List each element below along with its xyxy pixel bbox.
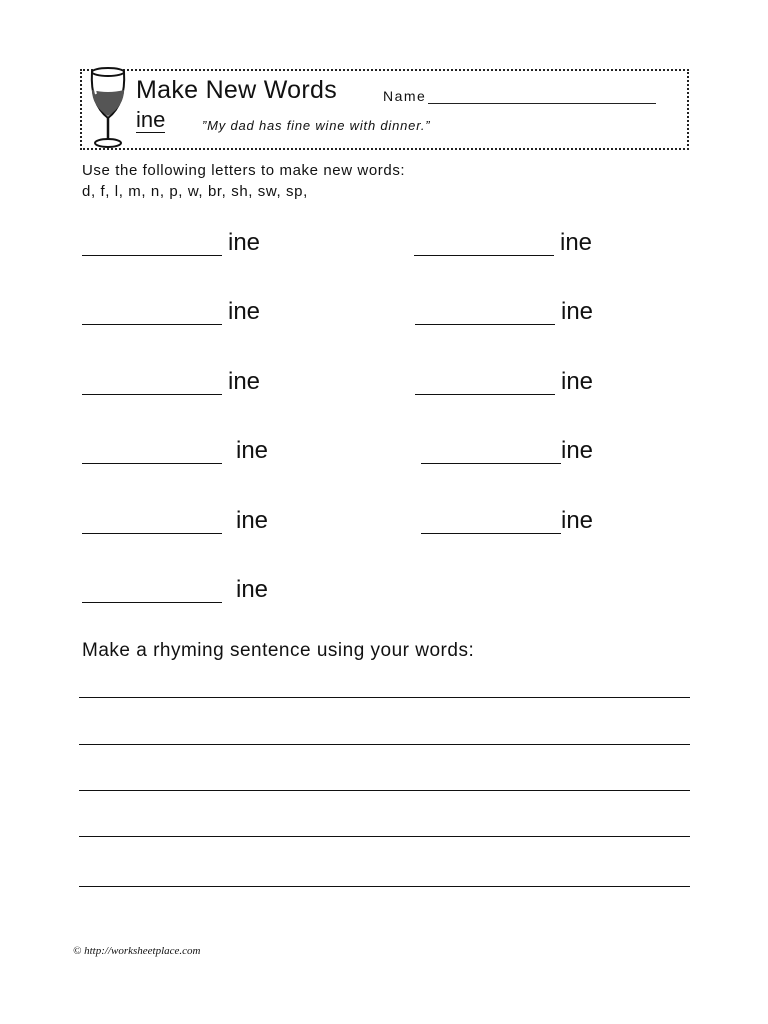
blank-line[interactable] — [421, 511, 561, 534]
blank-line[interactable] — [82, 511, 222, 534]
word-family: ine — [136, 107, 166, 132]
word-suffix: ine — [228, 368, 261, 395]
word-suffix: ine — [236, 507, 269, 534]
word-blank-3[interactable] — [82, 295, 260, 325]
blank-line[interactable] — [421, 441, 561, 464]
word-suffix: ine — [561, 368, 594, 395]
name-field[interactable] — [383, 88, 656, 104]
name-line[interactable] — [428, 89, 656, 104]
wine-glass-icon — [86, 64, 134, 152]
word-suffix: ine — [561, 507, 594, 534]
word-blank-6[interactable] — [415, 365, 593, 395]
word-blank-2[interactable] — [414, 226, 592, 256]
copyright-footer: © http://worksheetplace.com — [73, 945, 201, 957]
blank-line[interactable] — [82, 580, 222, 603]
word-blank-8[interactable] — [421, 434, 593, 464]
word-suffix: ine — [561, 437, 594, 464]
blank-line[interactable] — [82, 233, 222, 256]
example-sentence: ”My dad has fine wine with dinner.” — [202, 118, 431, 133]
word-blank-10[interactable] — [421, 504, 593, 534]
instructions-text: Use the following letters to make new words: — [82, 162, 406, 179]
word-blank-1[interactable] — [82, 226, 260, 256]
word-suffix: ine — [228, 298, 261, 325]
name-label: Name — [383, 88, 427, 104]
blank-line[interactable] — [82, 441, 222, 464]
blank-line[interactable] — [82, 372, 222, 395]
word-suffix: ine — [561, 298, 594, 325]
worksheet-title: Make New Words — [136, 76, 338, 104]
sentence-prompt: Make a rhyming sentence using your words: — [82, 640, 475, 661]
word-suffix: ine — [236, 576, 269, 603]
word-suffix: ine — [236, 437, 269, 464]
blank-line[interactable] — [415, 302, 555, 325]
word-blank-4[interactable] — [415, 295, 593, 325]
letter-list: d, f, l, m, n, p, w, br, sh, sw, sp, — [82, 183, 308, 200]
instructions — [82, 160, 405, 202]
word-blank-9[interactable] — [82, 504, 268, 534]
word-suffix: ine — [560, 229, 593, 256]
word-suffix: ine — [228, 229, 261, 256]
blank-line[interactable] — [415, 372, 555, 395]
writing-line-4[interactable] — [79, 836, 690, 837]
writing-line-5[interactable] — [79, 886, 690, 887]
writing-line-1[interactable] — [79, 697, 690, 698]
blank-line[interactable] — [82, 302, 222, 325]
writing-line-2[interactable] — [79, 744, 690, 745]
writing-line-3[interactable] — [79, 790, 690, 791]
blank-line[interactable] — [414, 233, 554, 256]
word-blank-7[interactable] — [82, 434, 268, 464]
word-blank-5[interactable] — [82, 365, 260, 395]
word-blank-11[interactable] — [82, 573, 268, 603]
